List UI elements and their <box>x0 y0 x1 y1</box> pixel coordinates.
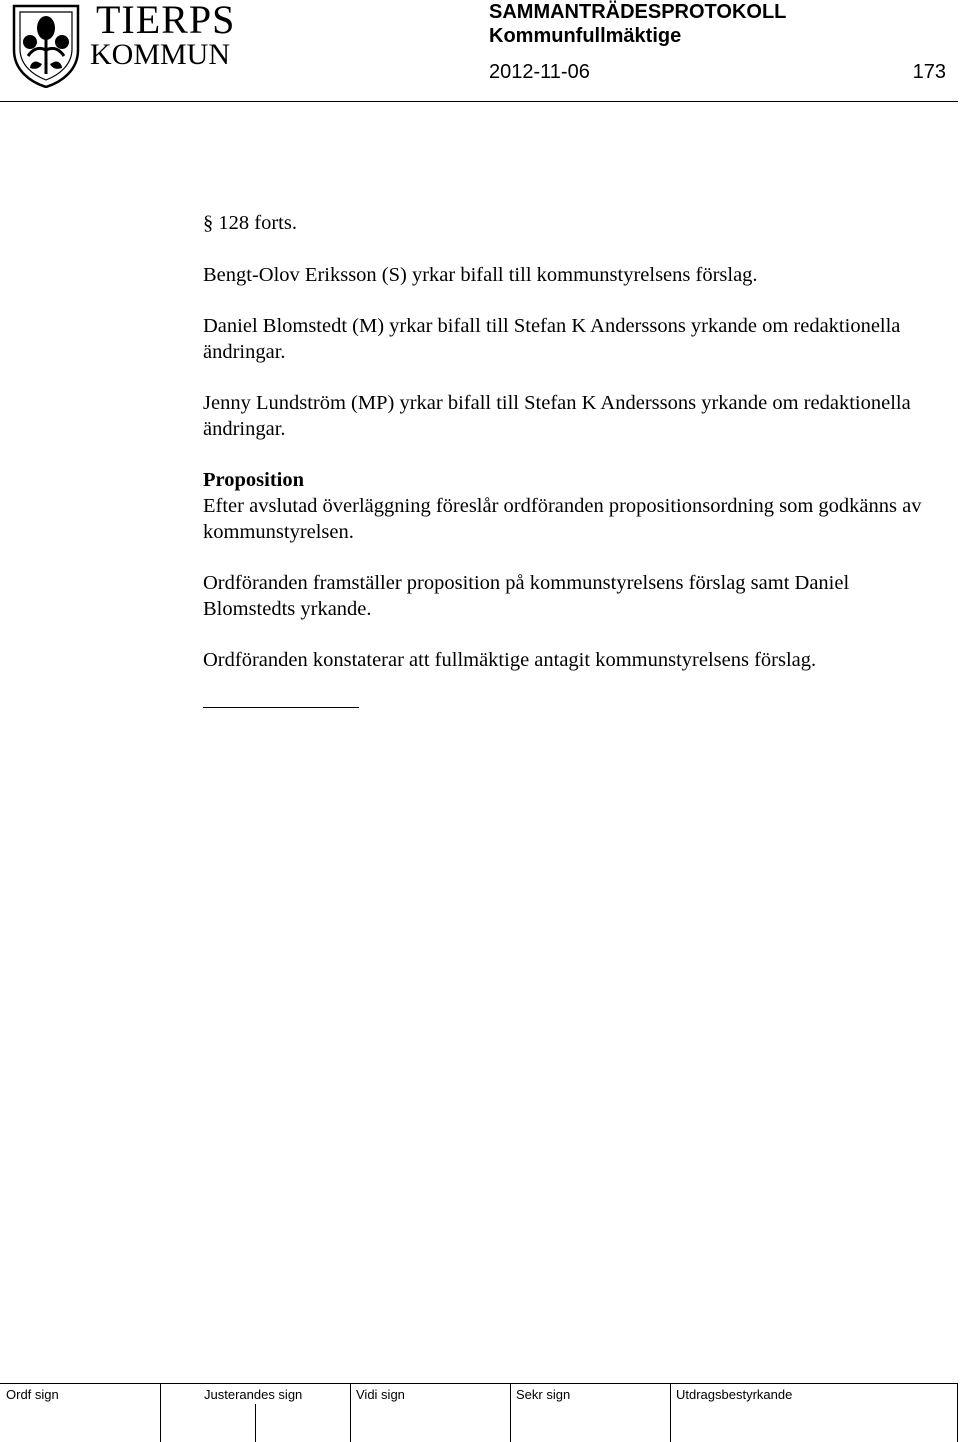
signature-cell-vidi <box>350 1384 510 1442</box>
signature-cell-utdrag <box>670 1384 958 1442</box>
signature-label: Justerandes sign <box>204 1387 303 1402</box>
signature-cell-justerandes <box>198 1384 350 1442</box>
section-heading: § 128 forts. <box>203 212 297 234</box>
municipality-logo <box>8 0 236 88</box>
paragraph: Jenny Lundström (MP) yrkar bifall till Stefan K Anderssons yrkande om redaktionella ändringar. <box>203 392 911 440</box>
proposition-heading: Proposition <box>203 469 304 491</box>
paragraph: Bengt-Olov Eriksson (S) yrkar bifall till kommunstyrelsens förslag. <box>203 264 758 286</box>
table-divider <box>160 1384 161 1442</box>
table-divider <box>255 1404 256 1442</box>
signature-label: Vidi sign <box>356 1387 405 1402</box>
signature-label: Utdragsbestyrkande <box>676 1387 793 1402</box>
signature-label: Ordf sign <box>6 1387 59 1402</box>
signature-table <box>0 1383 958 1442</box>
page-number: 173 <box>912 61 946 83</box>
document-body <box>203 210 923 708</box>
table-divider <box>957 1384 958 1442</box>
logo-wordmark-line1: TIERPS <box>96 0 236 42</box>
paragraph: Ordföranden framställer proposition på kommunstyrelsens förslag samt Daniel Blomstedts yrkande. <box>203 572 850 620</box>
paragraph: Daniel Blomstedt (M) yrkar bifall till Stefan K Anderssons yrkande om redaktionella ändringar. <box>203 315 901 363</box>
header-divider <box>0 101 958 102</box>
signature-cell-ordf <box>0 1384 160 1442</box>
document-type: SAMMANTRÄDESPROTOKOLL <box>489 1 787 23</box>
paragraph: Ordföranden konstaterar att fullmäktige antagit kommunstyrelsens förslag. <box>203 649 817 671</box>
signature-label: Sekr sign <box>516 1387 571 1402</box>
end-of-section-rule <box>203 707 359 708</box>
paragraph: Efter avslutad överläggning föreslår ordföranden propositionsordning som godkänns av kommunstyrelsen. <box>203 495 922 543</box>
meeting-date: 2012-11-06 <box>489 61 590 83</box>
signature-cell-sekr <box>510 1384 670 1442</box>
coat-of-arms-icon <box>8 2 84 88</box>
logo-wordmark-line2: KOMMUN <box>90 38 231 71</box>
governing-body: Kommunfullmäktige <box>489 25 682 47</box>
